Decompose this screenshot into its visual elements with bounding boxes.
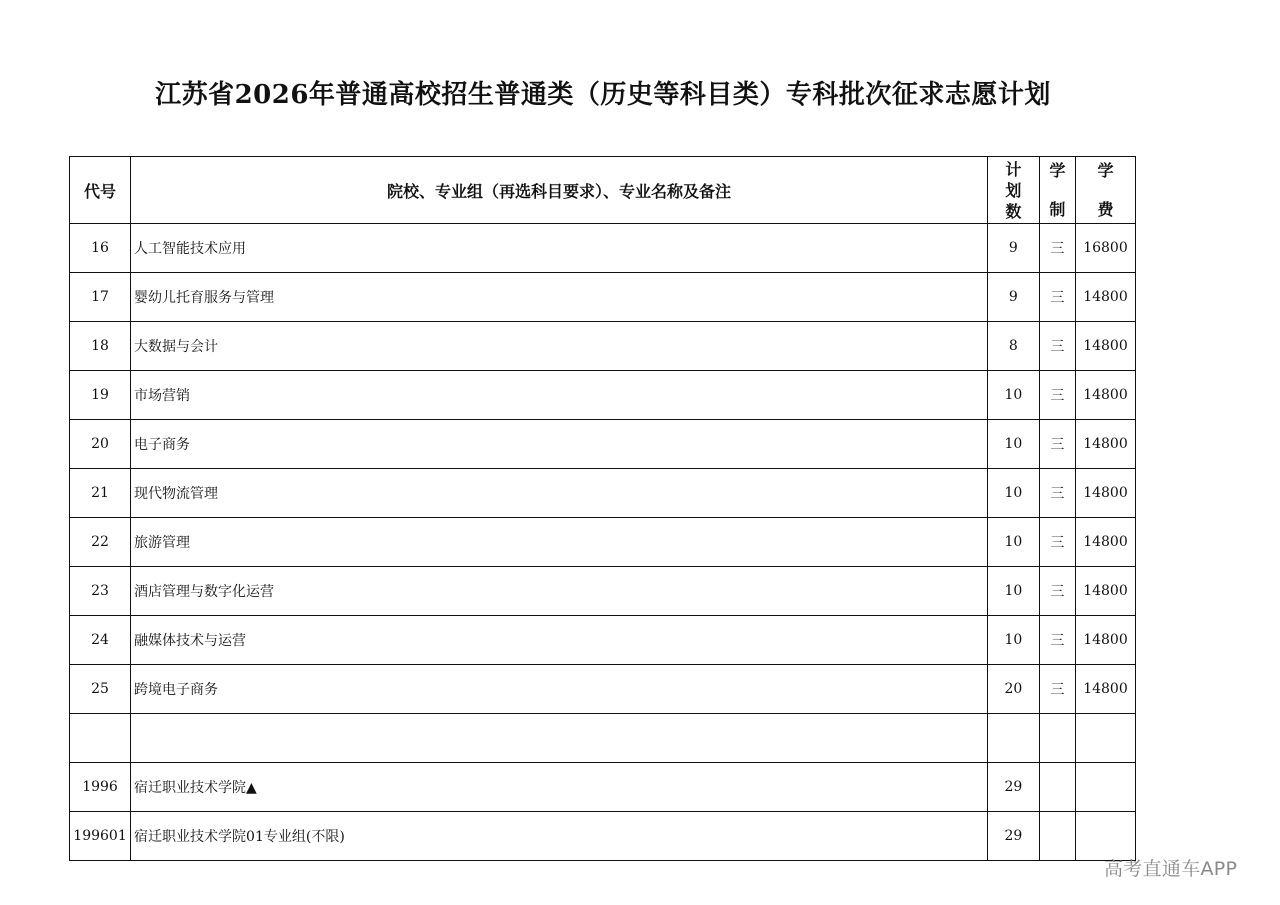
cell-duration: 三 — [1039, 567, 1075, 616]
cell-duration — [1039, 763, 1075, 812]
cell-tuition: 14800 — [1075, 616, 1135, 665]
cell-name: 人工智能技术应用 — [131, 224, 988, 273]
header-plan-count-char: 计 — [1005, 159, 1022, 179]
cell-name: 宿迁职业技术学院01专业组(不限) — [131, 812, 988, 861]
cell-tuition: 14800 — [1075, 371, 1135, 420]
header-plan-count-char: 划 — [1005, 180, 1022, 200]
cell-tuition: 14800 — [1075, 518, 1135, 567]
cell-name: 融媒体技术与运营 — [131, 616, 988, 665]
cell-duration: 三 — [1039, 616, 1075, 665]
cell-plan: 10 — [987, 567, 1039, 616]
cell-tuition: 16800 — [1075, 224, 1135, 273]
cell-duration: 三 — [1039, 420, 1075, 469]
cell-code: 21 — [70, 469, 131, 518]
cell-code — [70, 714, 131, 763]
table-row-group — [70, 812, 1136, 861]
header-plan-count-char: 数 — [1005, 201, 1022, 221]
table-row — [70, 567, 1136, 616]
cell-duration: 三 — [1039, 371, 1075, 420]
cell-plan: 10 — [987, 371, 1039, 420]
table-row-empty — [70, 714, 1136, 763]
cell-name: 跨境电子商务 — [131, 665, 988, 714]
cell-plan: 29 — [987, 812, 1039, 861]
table-row-institution — [70, 763, 1136, 812]
cell-code: 1996 — [70, 763, 131, 812]
header-code: 代号 — [70, 157, 131, 224]
cell-tuition — [1075, 763, 1135, 812]
cell-duration: 三 — [1039, 469, 1075, 518]
cell-plan: 9 — [987, 224, 1039, 273]
cell-code: 199601 — [70, 812, 131, 861]
cell-plan: 20 — [987, 665, 1039, 714]
watermark-text: 高考直通车APP — [1104, 858, 1238, 880]
header-duration — [1039, 157, 1075, 224]
cell-code: 16 — [70, 224, 131, 273]
cell-duration: 三 — [1039, 224, 1075, 273]
table-row — [70, 469, 1136, 518]
cell-plan — [987, 714, 1039, 763]
table-row — [70, 371, 1136, 420]
cell-plan: 29 — [987, 763, 1039, 812]
cell-name: 市场营销 — [131, 371, 988, 420]
cell-name: 婴幼儿托育服务与管理 — [131, 273, 988, 322]
cell-code: 24 — [70, 616, 131, 665]
cell-duration — [1039, 714, 1075, 763]
cell-tuition: 14800 — [1075, 420, 1135, 469]
cell-name: 旅游管理 — [131, 518, 988, 567]
table-row — [70, 518, 1136, 567]
cell-plan: 9 — [987, 273, 1039, 322]
cell-duration: 三 — [1039, 518, 1075, 567]
cell-name: 宿迁职业技术学院▲ — [131, 763, 988, 812]
cell-name: 电子商务 — [131, 420, 988, 469]
cell-plan: 8 — [987, 322, 1039, 371]
table-row — [70, 616, 1136, 665]
table-row — [70, 322, 1136, 371]
header-duration-char: 制 — [1049, 200, 1066, 219]
cell-duration: 三 — [1039, 273, 1075, 322]
cell-code: 17 — [70, 273, 131, 322]
cell-plan: 10 — [987, 518, 1039, 567]
table-row — [70, 665, 1136, 714]
header-plan-count — [987, 157, 1039, 224]
cell-tuition: 14800 — [1075, 322, 1135, 371]
cell-code: 23 — [70, 567, 131, 616]
admission-plan-table — [69, 156, 1136, 861]
table-row — [70, 224, 1136, 273]
cell-plan: 10 — [987, 616, 1039, 665]
header-tuition-char: 学 — [1097, 161, 1114, 180]
header-duration-char: 学 — [1049, 161, 1066, 180]
cell-code: 19 — [70, 371, 131, 420]
page-title: 江苏省2026年普通高校招生普通类（历史等科目类）专科批次征求志愿计划 — [155, 80, 1051, 110]
cell-tuition: 14800 — [1075, 273, 1135, 322]
cell-tuition: 14800 — [1075, 567, 1135, 616]
cell-name: 现代物流管理 — [131, 469, 988, 518]
table-row — [70, 420, 1136, 469]
header-tuition-char: 费 — [1097, 200, 1114, 219]
cell-code: 20 — [70, 420, 131, 469]
cell-code: 22 — [70, 518, 131, 567]
cell-code: 18 — [70, 322, 131, 371]
cell-name — [131, 714, 988, 763]
cell-tuition — [1075, 714, 1135, 763]
cell-code: 25 — [70, 665, 131, 714]
cell-name: 大数据与会计 — [131, 322, 988, 371]
table-header-row — [70, 157, 1136, 224]
header-tuition — [1075, 157, 1135, 224]
cell-duration: 三 — [1039, 322, 1075, 371]
cell-tuition: 14800 — [1075, 665, 1135, 714]
table-row — [70, 273, 1136, 322]
cell-duration: 三 — [1039, 665, 1075, 714]
cell-tuition: 14800 — [1075, 469, 1135, 518]
cell-plan: 10 — [987, 420, 1039, 469]
cell-duration — [1039, 812, 1075, 861]
cell-plan: 10 — [987, 469, 1039, 518]
cell-name: 酒店管理与数字化运营 — [131, 567, 988, 616]
header-name: 院校、专业组（再选科目要求）、专业名称及备注 — [131, 157, 988, 224]
